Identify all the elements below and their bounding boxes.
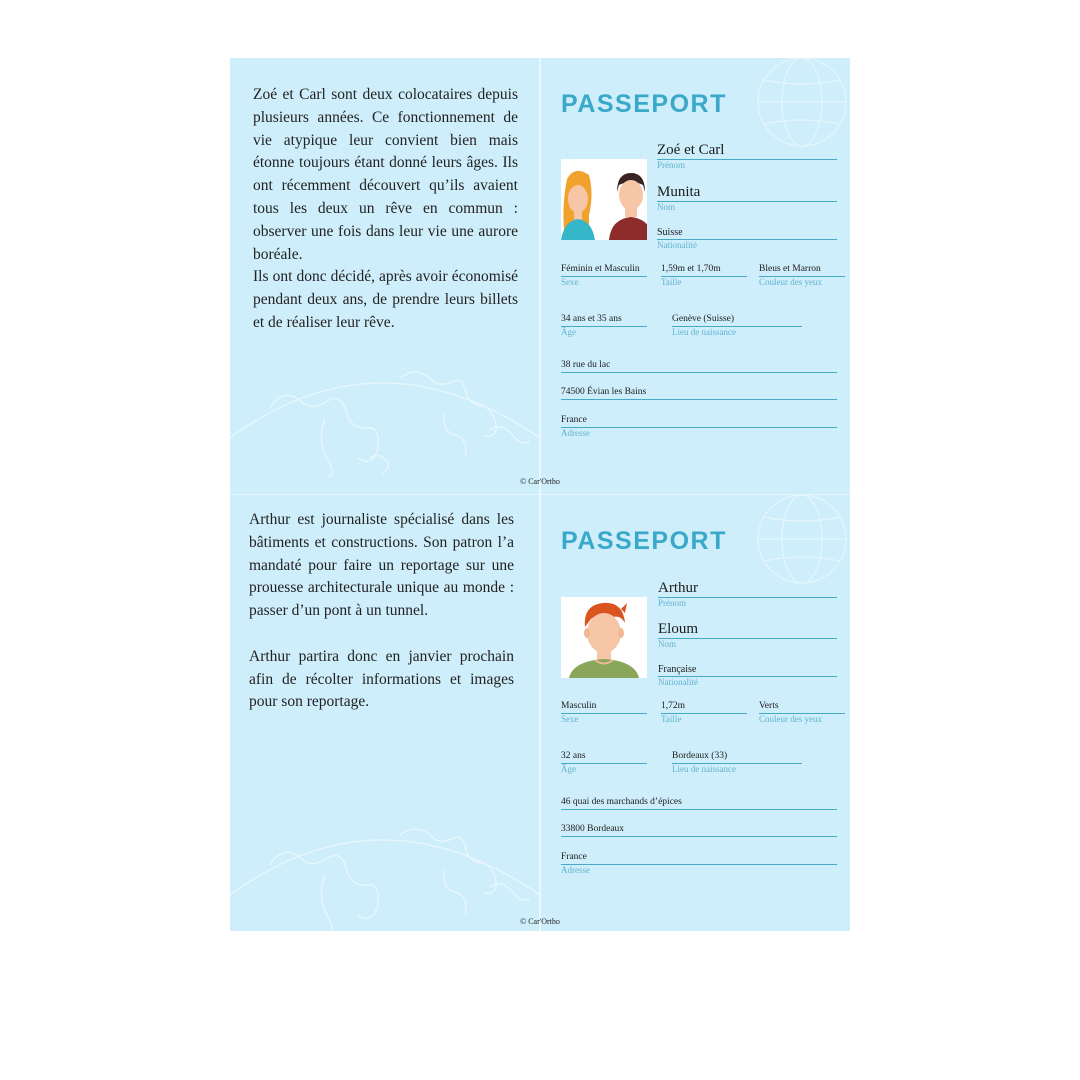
field-line (561, 809, 837, 810)
field-pays (561, 416, 837, 438)
nom-value: Eloum (658, 621, 698, 637)
fold-line (539, 58, 541, 494)
story-paragraph: Arthur est journaliste spécialisé dans les bâtiments et constructions. Son patron l’a mandaté pour faire un reportage sur une prouesse architecturale unique au monde : passer d’un pont à un tunnel. (249, 511, 514, 620)
prenom-value: Arthur (658, 580, 698, 596)
photo (561, 159, 647, 240)
prenom-label: Prénom (658, 598, 686, 608)
field-adresse2 (561, 388, 837, 400)
adresse-label: Adresse (561, 427, 590, 438)
adresse2-value: 33800 Bordeaux (561, 824, 625, 834)
sexe-label: Sexe (561, 276, 579, 287)
nationalite-value: Française (658, 664, 697, 675)
lieu-label: Lieu de naissance (672, 763, 736, 774)
passport-title: PASSEPORT (561, 90, 727, 118)
story-paragraph: Ils ont donc décidé, après avoir économisé pendant deux ans, de prendre leurs billets et de réaliser leur rêve. (253, 268, 518, 331)
field-age (561, 315, 647, 337)
avatar-arthur-icon (569, 603, 639, 678)
field-line (561, 864, 837, 865)
lieu-value: Bordeaux (33) (672, 751, 728, 761)
age-value: 32 ans (561, 751, 586, 761)
story-paragraph: Zoé et Carl sont deux colocataires depuis plusieurs années. Ce fonctionnement de vie atypique leur convient bien mais étonne toujours étant donné leurs âges. Ils ont récemment découvert qu’ils avaient tous les deux un rêve en commun : observer une fois dans leur vie une aurore boréale. (253, 86, 518, 263)
adresse-label: Adresse (561, 864, 590, 875)
yeux-value: Verts (759, 701, 779, 711)
field-nom (658, 622, 837, 649)
avatar-carl-icon (609, 173, 647, 240)
lieu-label: Lieu de naissance (672, 326, 736, 337)
age-label: Âge (561, 326, 576, 337)
field-lieu (672, 315, 802, 337)
field-yeux (759, 702, 845, 724)
prenom-label: Prénom (657, 160, 685, 170)
copyright: © Car'Ortho (520, 477, 560, 486)
pays-value: France (561, 415, 587, 425)
taille-value: 1,72m (661, 701, 686, 711)
field-line (658, 638, 837, 639)
field-adresse1 (561, 798, 837, 810)
field-pays (561, 853, 837, 875)
yeux-label: Couleur des yeux (759, 713, 822, 724)
field-age (561, 752, 647, 774)
avatar-zoe-icon (561, 171, 595, 240)
field-line (561, 836, 837, 837)
adresse2-value: 74500 Évian les Bains (561, 387, 647, 397)
age-label: Âge (561, 763, 576, 774)
adresse1-value: 38 rue du lac (561, 360, 611, 370)
story-text (253, 84, 518, 335)
field-line (657, 201, 837, 202)
field-taille (661, 702, 747, 724)
story-paragraph: Arthur partira donc en janvier prochain afin de récolter informations et images pour son reportage. (249, 647, 514, 711)
passport-sheet (230, 58, 850, 931)
yeux-value: Bleus et Marron (759, 264, 821, 274)
sexe-value: Féminin et Masculin (561, 264, 640, 274)
field-adresse1 (561, 361, 837, 373)
copyright: © Car'Ortho (520, 917, 560, 926)
sexe-label: Sexe (561, 713, 579, 724)
field-prenom (658, 581, 837, 608)
nom-value: Munita (657, 184, 701, 200)
nationalite-label: Nationalité (657, 240, 697, 250)
prenom-value: Zoé et Carl (657, 142, 725, 158)
field-yeux (759, 265, 845, 287)
fold-line (539, 495, 541, 931)
sexe-value: Masculin (561, 701, 597, 711)
field-nationalite (658, 665, 837, 687)
field-nationalite (657, 228, 837, 250)
lieu-value: Genève (Suisse) (672, 314, 734, 324)
globe-icon (758, 58, 846, 146)
yeux-label: Couleur des yeux (759, 276, 822, 287)
field-lieu (672, 752, 802, 774)
passport-title: PASSEPORT (561, 527, 727, 555)
passport-card-2 (230, 494, 850, 931)
nom-label: Nom (658, 639, 676, 649)
field-line (561, 399, 837, 400)
passport-card-1 (230, 58, 850, 494)
pays-value: France (561, 852, 587, 862)
nom-label: Nom (657, 202, 675, 212)
age-value: 34 ans et 35 ans (561, 314, 622, 324)
field-adresse2 (561, 825, 837, 837)
globe-icon (758, 495, 846, 583)
field-line (561, 372, 837, 373)
story-text (249, 509, 514, 714)
field-line (561, 427, 837, 428)
field-sexe (561, 702, 647, 724)
taille-value: 1,59m et 1,70m (661, 264, 721, 274)
adresse1-value: 46 quai des marchands d’épices (561, 797, 682, 807)
field-nom (657, 185, 837, 212)
nationalite-label: Nationalité (658, 677, 698, 687)
field-taille (661, 265, 747, 287)
taille-label: Taille (661, 276, 682, 287)
taille-label: Taille (661, 713, 682, 724)
nationalite-value: Suisse (657, 227, 683, 238)
field-sexe (561, 265, 647, 287)
field-prenom (657, 143, 837, 170)
photo (561, 597, 647, 678)
